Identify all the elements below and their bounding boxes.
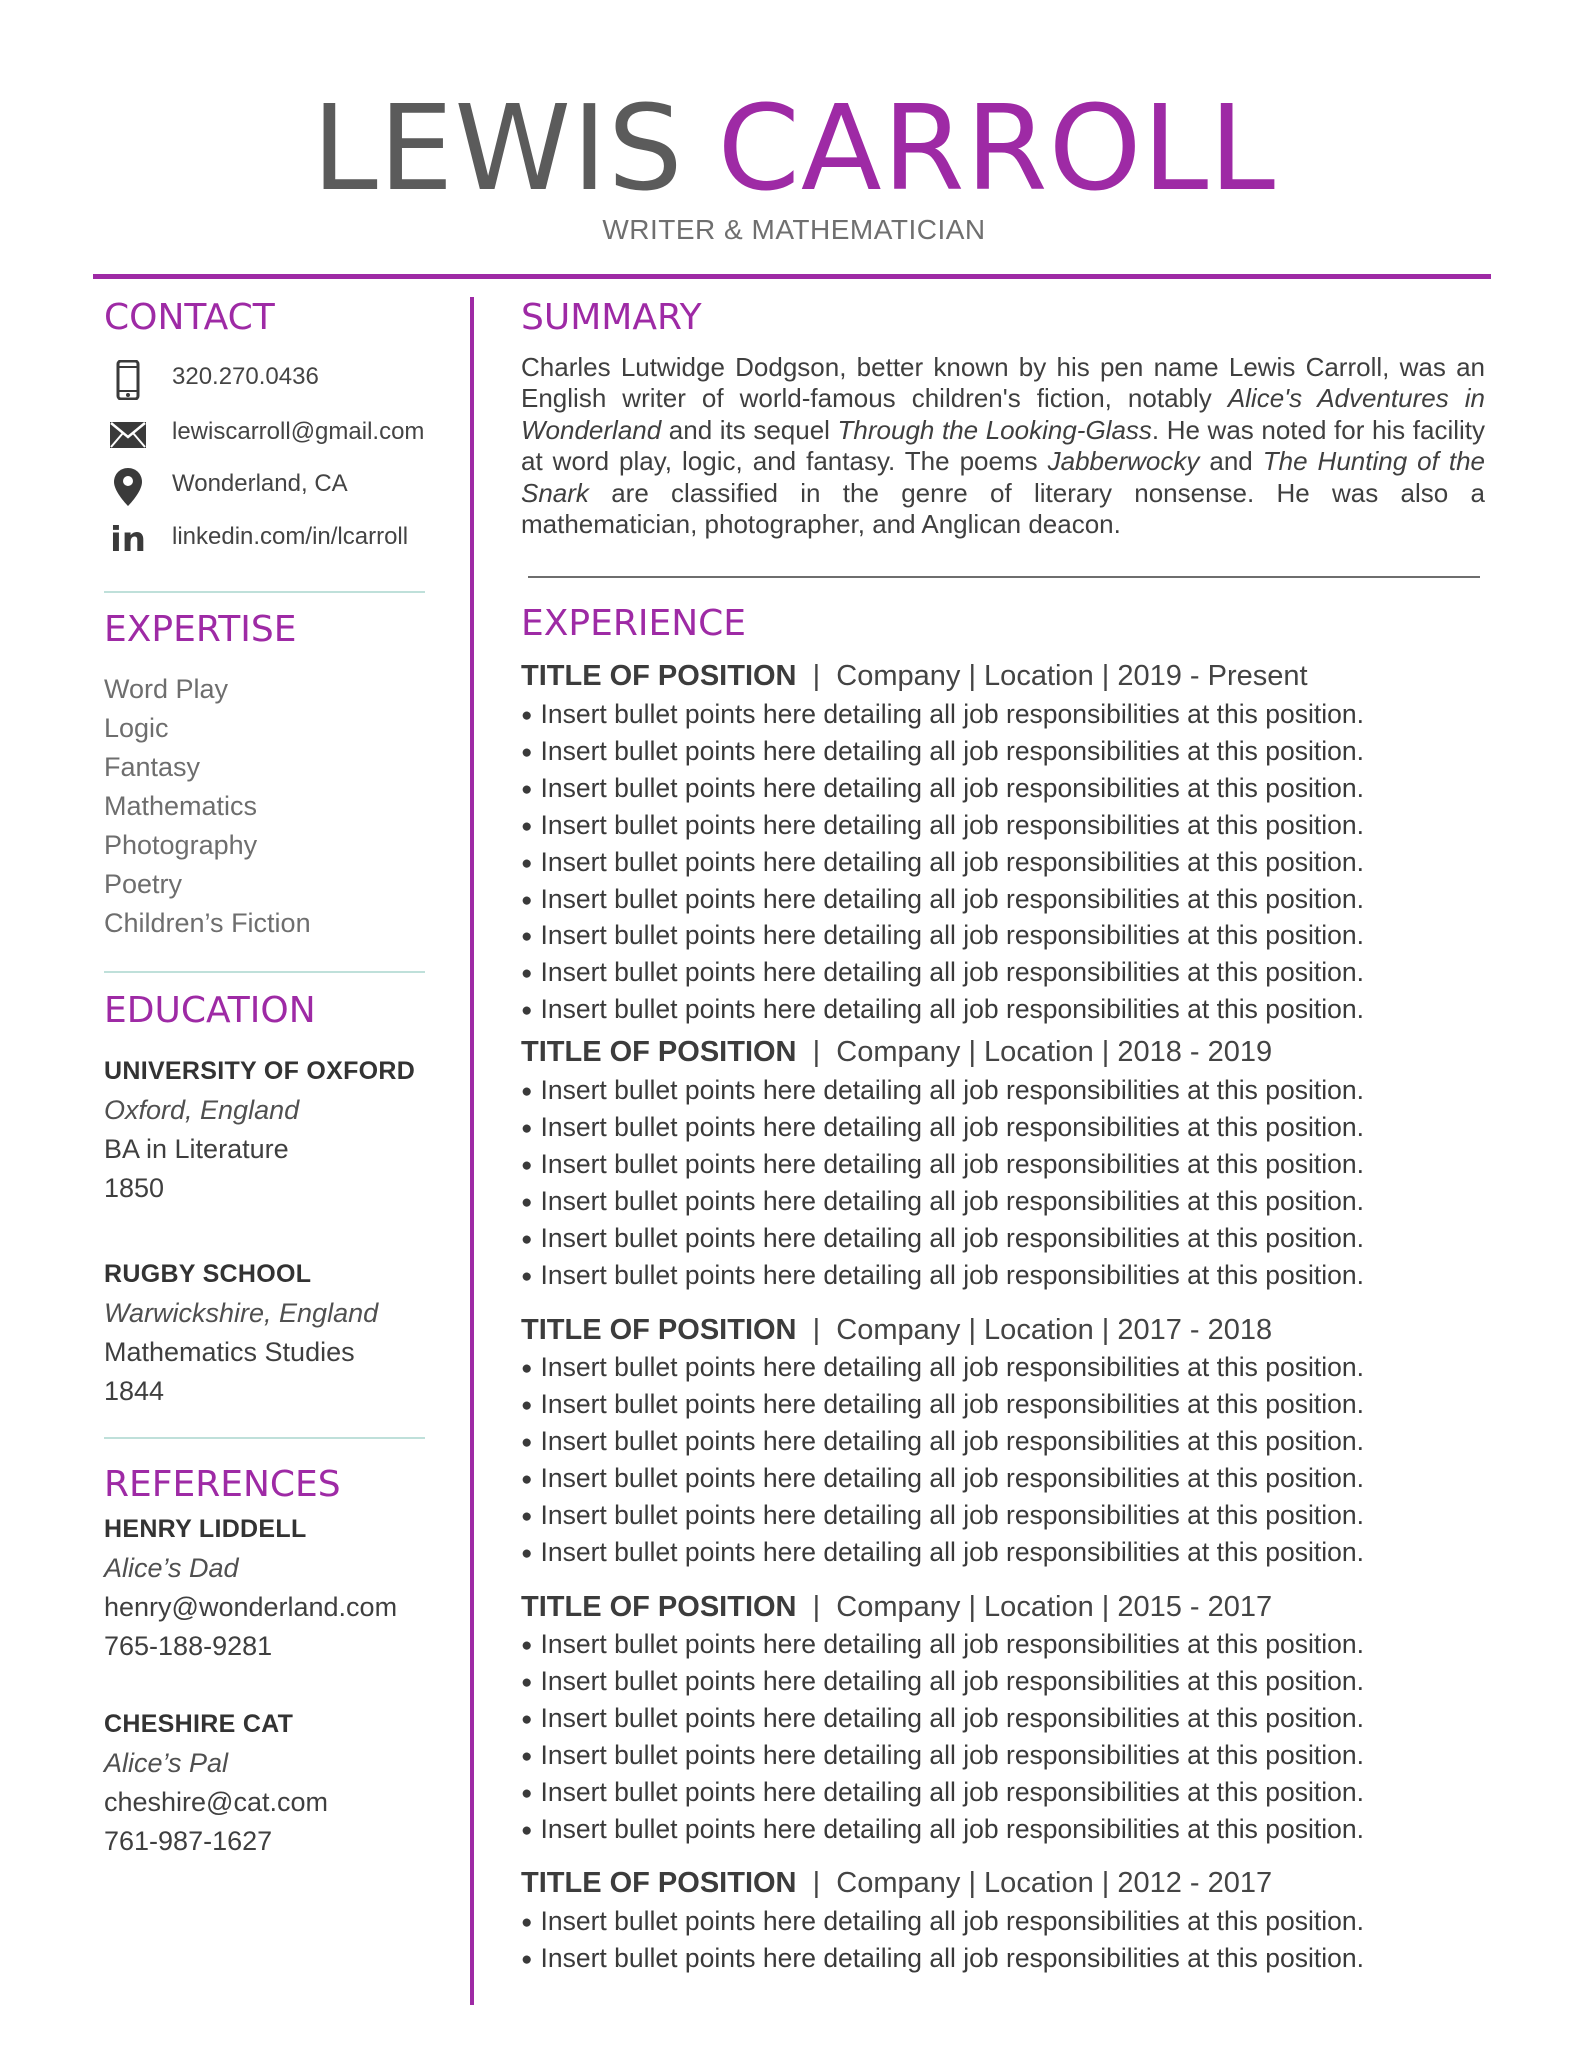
expertise-item: Children’s Fiction <box>104 908 311 938</box>
first-name: LEWIS <box>312 79 684 217</box>
job-title-line <box>521 1314 1272 1347</box>
summary-divider <box>528 576 1480 578</box>
title-separator: | <box>812 660 821 692</box>
job-bullets <box>521 1074 1364 1295</box>
summary-text-part: are classified in the genre of literary nonsense. He was also a mathematician, photographer, and Anglican deacon. <box>521 477 1485 540</box>
job-bullets <box>521 698 1364 1030</box>
summary-text-part: . He was noted for his facility at word play, logic, and fantasy. The poems <box>521 414 1486 477</box>
job-bullet: ● Insert bullet points here detailing all job responsibilities at this position. <box>521 1425 1364 1462</box>
name-heading <box>0 78 1588 219</box>
location-pin-icon <box>104 464 152 510</box>
school-name: UNIVERSITY OF OXFORD <box>104 1057 416 1085</box>
job-details: Company | Location | 2012 - 2017 <box>836 1867 1273 1899</box>
reference-phone: 765-188-9281 <box>104 1631 273 1661</box>
year: 1850 <box>104 1173 165 1203</box>
job-details: Company | Location | 2015 - 2017 <box>836 1591 1273 1623</box>
mail-icon <box>104 412 152 458</box>
expertise-item: Mathematics <box>104 791 258 821</box>
job-bullet: ● Insert bullet points here detailing all job responsibilities at this position. <box>521 809 1364 846</box>
job-bullet: ● Insert bullet points here detailing all job responsibilities at this position. <box>521 1702 1364 1739</box>
section-divider <box>104 1437 425 1439</box>
school-place: Oxford, England <box>104 1095 300 1125</box>
summary-title-italic: Jabberwocky <box>1047 446 1200 477</box>
expertise-item: Fantasy <box>104 752 201 782</box>
job-title-line <box>521 660 1308 693</box>
position-title: TITLE OF POSITION <box>521 1036 797 1068</box>
job-bullet: ● Insert bullet points here detailing all job responsibilities at this position. <box>521 883 1364 920</box>
job-title-line <box>521 1867 1272 1900</box>
job-bullet: ● Insert bullet points here detailing all job responsibilities at this position. <box>521 1222 1364 1259</box>
year: 1844 <box>104 1376 165 1406</box>
job-title-line <box>521 1036 1272 1069</box>
degree: BA in Literature <box>104 1134 289 1164</box>
reference-email: cheshire@cat.com <box>104 1787 328 1817</box>
reference-name: CHESHIRE CAT <box>104 1710 294 1738</box>
title-separator: | <box>812 1036 821 1068</box>
job-bullet: ● Insert bullet points here detailing all job responsibilities at this position. <box>521 1628 1364 1665</box>
summary-text-part: and its sequel <box>661 414 838 445</box>
degree: Mathematics Studies <box>104 1337 355 1367</box>
job-bullet: ● Insert bullet points here detailing all job responsibilities at this position. <box>521 1499 1364 1536</box>
column-divider <box>470 297 474 2005</box>
summary-text-part: and <box>1199 446 1263 477</box>
experience-heading: EXPERIENCE <box>521 603 747 644</box>
expertise-item: Word Play <box>104 674 229 704</box>
job-bullet: ● Insert bullet points here detailing all job responsibilities at this position. <box>521 1776 1364 1813</box>
job-bullet: ● Insert bullet points here detailing all job responsibilities at this position. <box>521 772 1364 809</box>
job-details: Company | Location | 2017 - 2018 <box>836 1314 1273 1346</box>
summary-title-italic: Through the Looking-Glass <box>837 414 1152 445</box>
school-place: Warwickshire, England <box>104 1298 379 1328</box>
expertise-item: Photography <box>104 830 258 860</box>
job-bullet: ● Insert bullet points here detailing all job responsibilities at this position. <box>521 698 1364 735</box>
last-name: CARROLL <box>717 79 1276 217</box>
job-bullet: ● Insert bullet points here detailing all job responsibilities at this position. <box>521 1388 1364 1425</box>
contact-phone-text: 320.270.0436 <box>172 363 319 390</box>
job-bullet: ● Insert bullet points here detailing all job responsibilities at this position. <box>521 1905 1364 1942</box>
summary-title-italic: The Hunting of the Snark <box>521 446 1486 508</box>
contact-linkedin-text: linkedin.com/in/lcarroll <box>172 523 409 550</box>
title-separator: | <box>812 1314 821 1346</box>
position-title: TITLE OF POSITION <box>521 660 797 692</box>
reference-phone: 761-987-1627 <box>104 1826 273 1856</box>
expertise-item: Poetry <box>104 869 183 899</box>
reference-entry <box>104 1705 328 1861</box>
reference-entry <box>104 1510 397 1666</box>
school-name: RUGBY SCHOOL <box>104 1260 312 1288</box>
expertise-item: Logic <box>104 713 169 743</box>
section-divider <box>104 971 425 973</box>
position-title: TITLE OF POSITION <box>521 1314 797 1346</box>
position-title: TITLE OF POSITION <box>521 1867 797 1899</box>
job-bullet: ● Insert bullet points here detailing all job responsibilities at this position. <box>521 1665 1364 1702</box>
job-bullets <box>521 1628 1364 1849</box>
position-title: TITLE OF POSITION <box>521 1591 797 1623</box>
contact-email <box>104 412 444 458</box>
job-bullet: ● Insert bullet points here detailing all job responsibilities at this position. <box>521 1185 1364 1222</box>
job-bullet: ● Insert bullet points here detailing all job responsibilities at this position. <box>521 993 1364 1030</box>
job-bullets <box>521 1905 1364 1979</box>
phone-icon <box>104 357 152 403</box>
job-bullet: ● Insert bullet points here detailing all job responsibilities at this position. <box>521 1148 1364 1185</box>
contact-heading: CONTACT <box>104 297 275 338</box>
contact-email-text: lewiscarroll@gmail.com <box>172 418 425 445</box>
linkedin-icon: in <box>110 520 146 560</box>
contact-linkedin <box>104 517 444 563</box>
job-bullet: ● Insert bullet points here detailing all job responsibilities at this position. <box>521 1462 1364 1499</box>
job-details: Company | Location | 2019 - Present <box>836 660 1308 692</box>
tagline: WRITER & MATHEMATICIAN <box>602 214 986 245</box>
contact-location <box>104 464 444 510</box>
expertise-heading: EXPERTISE <box>104 609 297 650</box>
job-bullet: ● Insert bullet points here detailing all job responsibilities at this position. <box>521 956 1364 993</box>
summary-paragraph <box>521 352 1485 540</box>
job-bullet: ● Insert bullet points here detailing all job responsibilities at this position. <box>521 1351 1364 1388</box>
contact-phone <box>104 357 444 403</box>
job-bullet: ● Insert bullet points here detailing all job responsibilities at this position. <box>521 1536 1364 1573</box>
contact-location-text: Wonderland, CA <box>172 470 348 497</box>
reference-name: HENRY LIDDELL <box>104 1515 307 1543</box>
job-details: Company | Location | 2018 - 2019 <box>836 1036 1273 1068</box>
job-bullet: ● Insert bullet points here detailing all job responsibilities at this position. <box>521 1942 1364 1979</box>
reference-email: henry@wonderland.com <box>104 1592 398 1622</box>
references-heading: REFERENCES <box>104 1464 341 1505</box>
section-divider <box>104 591 425 593</box>
education-heading: EDUCATION <box>104 990 316 1031</box>
summary-title-italic: Alice's Adventures in Wonderland <box>521 383 1485 445</box>
title-separator: | <box>812 1591 821 1623</box>
header-divider <box>93 274 1491 279</box>
job-bullets <box>521 1351 1364 1572</box>
job-bullet: ● Insert bullet points here detailing all job responsibilities at this position. <box>521 735 1364 772</box>
job-bullet: ● Insert bullet points here detailing all job responsibilities at this position. <box>521 1111 1364 1148</box>
summary-text-part: Charles Lutwidge Dodgson, better known by his pen name Lewis Carroll, was an English writer of world-famous children's fiction, notably <box>521 352 1485 414</box>
education-entry <box>104 1255 378 1411</box>
job-bullet: ● Insert bullet points here detailing all job responsibilities at this position. <box>521 1813 1364 1850</box>
reference-relation: Alice’s Pal <box>104 1748 229 1778</box>
job-bullet: ● Insert bullet points here detailing all job responsibilities at this position. <box>521 1259 1364 1296</box>
job-bullet: ● Insert bullet points here detailing all job responsibilities at this position. <box>521 846 1364 883</box>
summary-heading: SUMMARY <box>521 297 702 338</box>
job-bullet: ● Insert bullet points here detailing all job responsibilities at this position. <box>521 1739 1364 1776</box>
education-entry <box>104 1052 415 1208</box>
reference-relation: Alice’s Dad <box>104 1553 239 1583</box>
job-bullet: ● Insert bullet points here detailing all job responsibilities at this position. <box>521 919 1364 956</box>
title-separator: | <box>812 1867 821 1899</box>
job-bullet: ● Insert bullet points here detailing all job responsibilities at this position. <box>521 1074 1364 1111</box>
job-title-line <box>521 1591 1272 1624</box>
